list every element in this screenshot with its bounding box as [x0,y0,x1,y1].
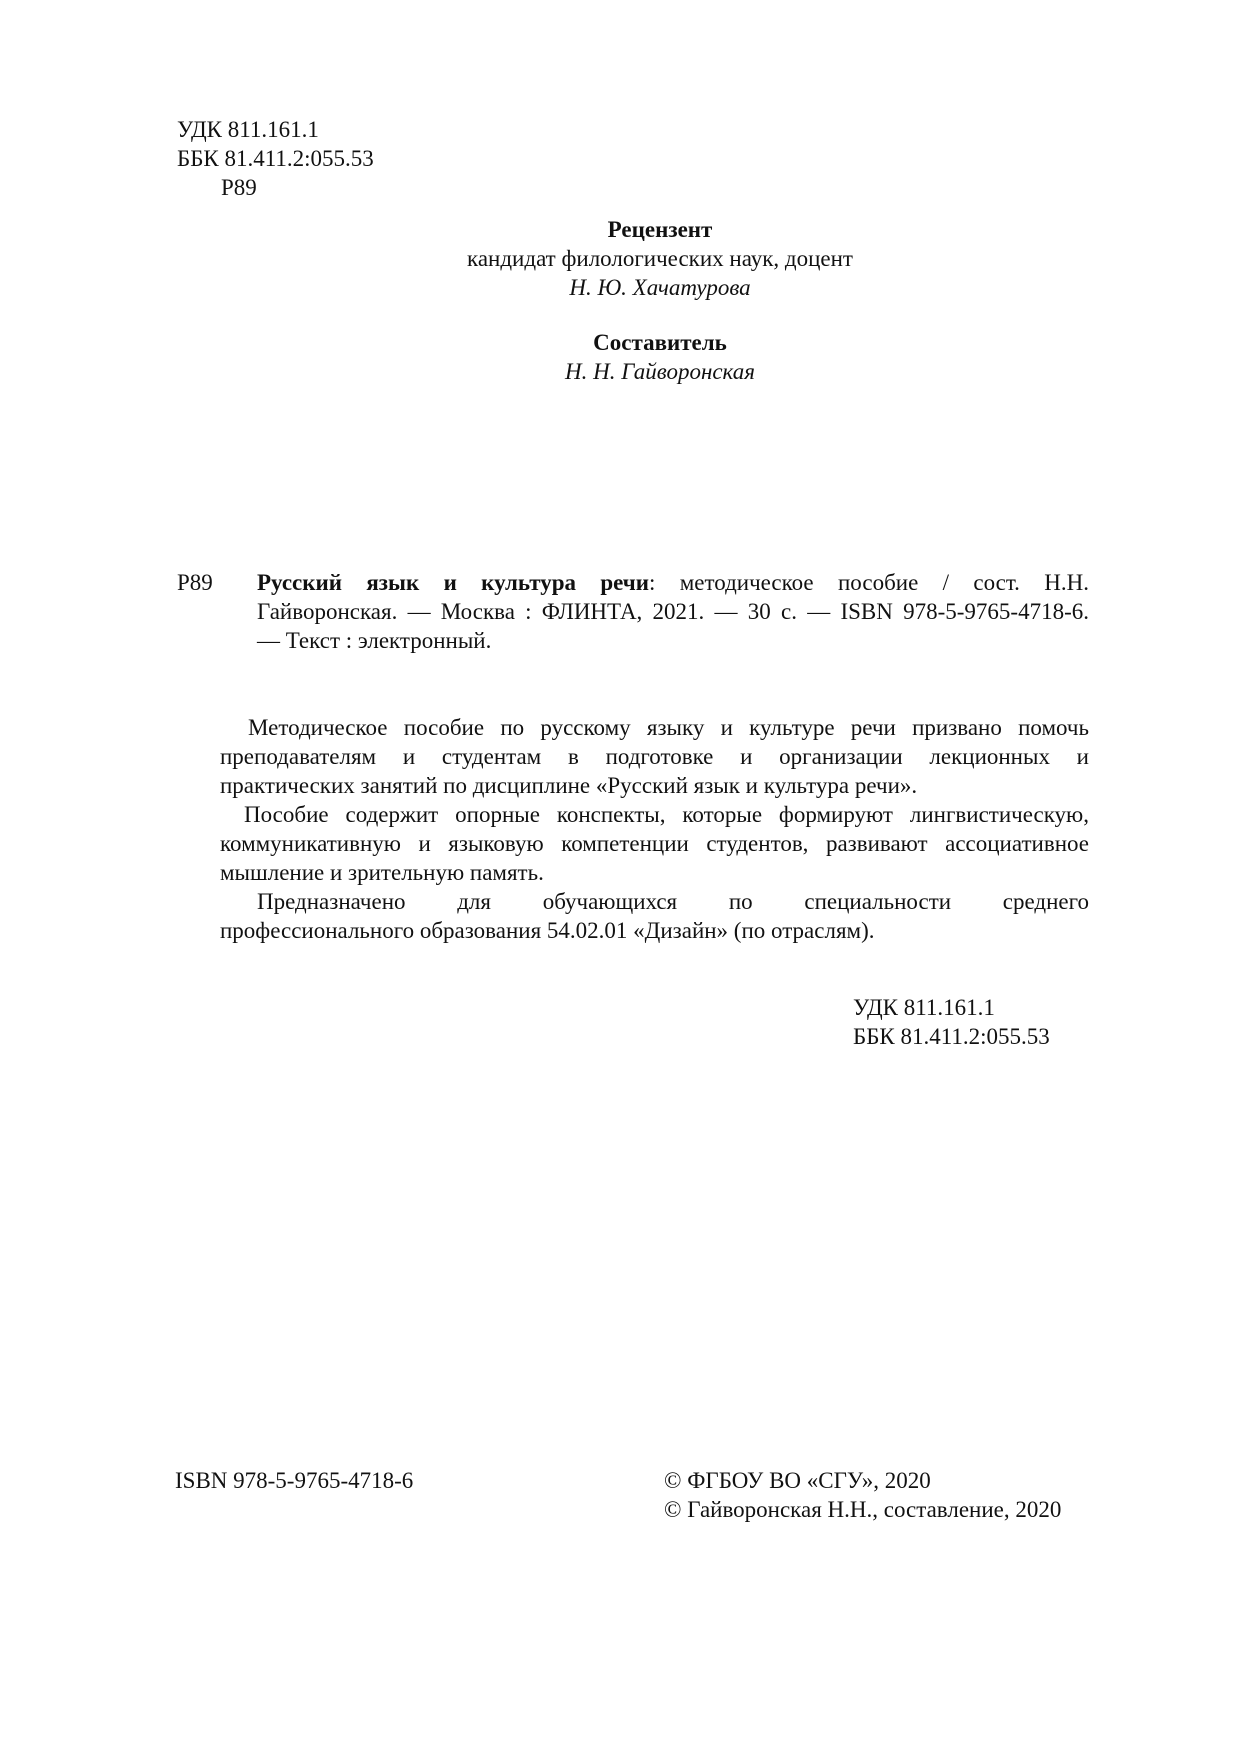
abstract-p2-line-2: коммуникативную и языковую компетенции студентов, развивают ассоциативное [220,831,1089,856]
copyright-compiler: © Гайворонская Н.Н., составление, 2020 [664,1497,1062,1522]
abstract-p1-line-2: преподавателям и студентам в подготовке и организации лекционных и [220,744,1089,769]
biblio-line-1-rest: : методическое пособие / сост. Н.Н. [649,570,1089,595]
abstract-p3-line-1: Предназначено для обучающихся по специальности среднего [257,889,1089,914]
abstract-p1-line-3: практических занятий по дисциплине «Русский язык и культура речи». [220,773,918,798]
copyright-block [664,1466,1061,1524]
bibliographic-record [177,568,1089,655]
reviewer-heading: Рецензент [607,217,713,242]
reviewer-name: Н. Ю. Хачатурова [569,275,751,300]
biblio-code: Р89 [177,570,213,595]
copyright-publisher: © ФГБОУ ВО «СГУ», 2020 [664,1468,931,1493]
abstract-p2-line-1: Пособие содержит опорные конспекты, которые формируют лингвистическую, [244,802,1089,827]
author-sign: Р89 [221,175,257,200]
isbn: ISBN 978-5-9765-4718-6 [175,1468,414,1493]
biblio-line-2: Гайворонская. — Москва : ФЛИНТА, 2021. — 30 с. — ISBN 978-5-9765-4718-6. [257,599,1089,624]
abstract-p1-line-1: Методическое пособие по русскому языку и культуре речи призвано помочь [248,715,1089,740]
compiler-heading: Составитель [593,330,727,355]
udk-code: УДК 811.161.1 [177,117,319,142]
classification-codes-bottom [853,993,1050,1051]
biblio-line-3: — Текст : электронный. [257,628,492,653]
credits-block [300,215,1020,386]
biblio-line-1 [257,568,1089,597]
udk-code-bottom: УДК 811.161.1 [853,995,995,1020]
abstract [220,713,1089,945]
book-title: Русский язык и культура речи [257,570,649,595]
abstract-p3-line-2: профессионального образования 54.02.01 «Дизайн» (по отраслям). [220,918,875,943]
classification-codes-top [177,115,374,202]
abstract-p2-line-3: мышление и зрительную память. [220,860,544,885]
compiler-name: Н. Н. Гайворонская [565,359,755,384]
bbk-code: ББК 81.411.2:055.53 [177,146,374,171]
reviewer-title: кандидат филологических наук, доцент [467,246,853,271]
bbk-code-bottom: ББК 81.411.2:055.53 [853,1024,1050,1049]
